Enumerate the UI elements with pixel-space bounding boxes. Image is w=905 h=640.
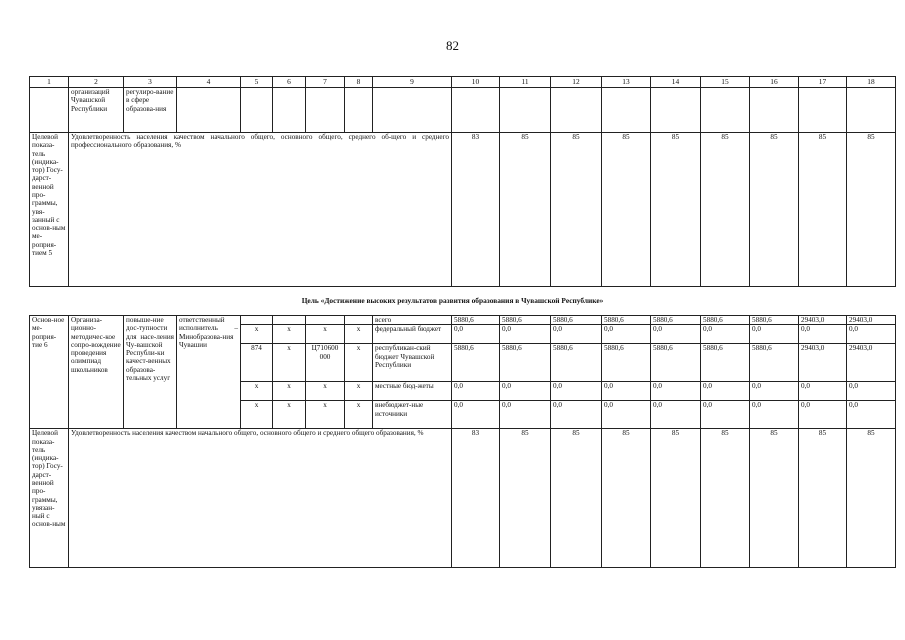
code-cell: x [345, 401, 373, 429]
funding-value: 0,0 [750, 401, 799, 429]
col-number: 9 [373, 77, 452, 88]
funding-value: 0,0 [602, 382, 651, 401]
indicator-value: 83 [452, 133, 500, 287]
indicator-text: Удовлетворенность населения качеством начального общего, основного общего и среднего общего образования, % [69, 429, 452, 568]
indicator-value: 85 [847, 429, 896, 568]
funding-value: 0,0 [651, 382, 701, 401]
col-number: 17 [799, 77, 847, 88]
funding-value: 0,0 [701, 325, 750, 344]
indicator-label: Целевой показа-тель (индика-тор) Госу-дарст-венной про-граммы, увя-занный с основ-ным ме-роприя-тием 5 [30, 133, 69, 287]
funding-value: 5880,6 [701, 344, 750, 382]
funding-value: 0,0 [602, 325, 651, 344]
funding-value: 5880,6 [500, 316, 551, 325]
indicator-value: 85 [651, 429, 701, 568]
funding-value: 5880,6 [500, 344, 551, 382]
funding-value: 0,0 [701, 382, 750, 401]
event-name: Основ-ное ме-роприя-тие 6 [30, 316, 69, 429]
code-cell: 874 [241, 344, 273, 382]
funding-value: 29403,0 [847, 344, 896, 382]
indicator-value: 85 [701, 429, 750, 568]
funding-value: 0,0 [551, 325, 602, 344]
funding-value: 0,0 [799, 382, 847, 401]
col-number: 7 [306, 77, 345, 88]
funding-value: 5880,6 [452, 344, 500, 382]
code-cell [345, 316, 373, 325]
funding-value: 5880,6 [551, 344, 602, 382]
col-number: 10 [452, 77, 500, 88]
indicator-label: Целевой показа-тель (индика-тор) Госу-дарст-венной про-граммы, увязан-ный с основ-ным [30, 429, 69, 568]
code-cell [306, 316, 345, 325]
funding-value: 5880,6 [551, 316, 602, 325]
code-cell: x [345, 325, 373, 344]
col-number: 14 [651, 77, 701, 88]
code-cell: x [273, 382, 306, 401]
col-number: 2 [69, 77, 124, 88]
program-table-continuation [29, 76, 896, 287]
funding-value: 5880,6 [701, 316, 750, 325]
indicator-value: 85 [701, 133, 750, 287]
code-cell: x [306, 325, 345, 344]
funding-value: 0,0 [799, 325, 847, 344]
code-cell: x [273, 325, 306, 344]
indicator-value: 85 [500, 429, 551, 568]
funding-value: 29403,0 [847, 316, 896, 325]
event-table [29, 315, 896, 568]
funding-value: 0,0 [651, 401, 701, 429]
indicator-value: 85 [750, 429, 799, 568]
funding-value: 5880,6 [750, 316, 799, 325]
funding-value: 5880,6 [750, 344, 799, 382]
col-number: 8 [345, 77, 373, 88]
funding-value: 5880,6 [651, 344, 701, 382]
col-number: 1 [30, 77, 69, 88]
funding-value: 0,0 [452, 325, 500, 344]
code-cell [241, 316, 273, 325]
code-cell: x [241, 382, 273, 401]
column-number-row [30, 77, 896, 88]
code-cell: x [306, 401, 345, 429]
event-result: повыше-ние дос-тупности для насе-ления Чу-вашской Республи-ки качест-венных образова-тельных услуг [124, 316, 177, 429]
code-cell: x [345, 382, 373, 401]
result-cell: регулиро-вание в сфере образова-ния [124, 88, 177, 133]
funding-value: 0,0 [701, 401, 750, 429]
col-number: 18 [847, 77, 896, 88]
code-cell: x [241, 325, 273, 344]
funding-value: 0,0 [602, 401, 651, 429]
indicator-value: 85 [602, 429, 651, 568]
indicator-value: 85 [551, 429, 602, 568]
funding-source: всего [373, 316, 452, 325]
code-cell: x [241, 401, 273, 429]
funding-source: местные бюд-жеты [373, 382, 452, 401]
funding-value: 0,0 [551, 382, 602, 401]
indicator-row [30, 133, 896, 287]
page-number: 82 [446, 38, 459, 53]
funding-source: внебюджет-ные источники [373, 401, 452, 429]
indicator-value: 85 [750, 133, 799, 287]
code-cell: x [273, 344, 306, 382]
funding-value: 0,0 [799, 401, 847, 429]
code-cell: x [345, 344, 373, 382]
goal-heading: Цель «Достижение высоких результатов развития образования в Чувашской Республике» [301, 296, 604, 305]
funding-value: 0,0 [551, 401, 602, 429]
col-number: 6 [273, 77, 306, 88]
funding-value: 0,0 [500, 401, 551, 429]
funding-value: 5880,6 [452, 316, 500, 325]
event-executor: ответственный исполнитель – Минобразова-ния Чувашии [177, 316, 241, 429]
col-number: 3 [124, 77, 177, 88]
col-number: 15 [701, 77, 750, 88]
code-cell: Ц710600 000 [306, 344, 345, 382]
code-cell: x [306, 382, 345, 401]
indicator-row [30, 429, 896, 568]
funding-value: 0,0 [750, 325, 799, 344]
funding-value: 0,0 [452, 382, 500, 401]
funding-value: 0,0 [452, 401, 500, 429]
funding-source: федеральный бюджет [373, 325, 452, 344]
event-description: Организа-ционно-методичес-кое сопро-вождение проведения олимпиад школьников [69, 316, 124, 429]
funding-value: 0,0 [847, 382, 896, 401]
col-number: 12 [551, 77, 602, 88]
indicator-value: 85 [847, 133, 896, 287]
col-number: 5 [241, 77, 273, 88]
indicator-value: 85 [551, 133, 602, 287]
funding-value: 0,0 [847, 325, 896, 344]
code-cell: x [273, 401, 306, 429]
funding-value: 29403,0 [799, 344, 847, 382]
funding-value: 5880,6 [602, 344, 651, 382]
col-number: 13 [602, 77, 651, 88]
funding-value: 0,0 [750, 382, 799, 401]
code-cell [273, 316, 306, 325]
executor-cell: организаций Чувашской Республики [69, 88, 124, 133]
col-number: 16 [750, 77, 799, 88]
indicator-value: 85 [799, 133, 847, 287]
indicator-text: Удовлетворенность населения качеством начального общего, основного общего, среднего об-щего и среднего профессионального образования, % [69, 133, 452, 287]
indicator-value: 85 [651, 133, 701, 287]
continuation-row [30, 88, 896, 133]
indicator-value: 85 [500, 133, 551, 287]
funding-value: 0,0 [500, 325, 551, 344]
funding-value: 0,0 [500, 382, 551, 401]
indicator-value: 85 [799, 429, 847, 568]
funding-value: 5880,6 [602, 316, 651, 325]
funding-source: республикан-ский бюджет Чувашской Республики [373, 344, 452, 382]
indicator-value: 83 [452, 429, 500, 568]
funding-value: 29403,0 [799, 316, 847, 325]
funding-row-total [30, 316, 896, 325]
col-number: 11 [500, 77, 551, 88]
indicator-value: 85 [602, 133, 651, 287]
col-number: 4 [177, 77, 241, 88]
funding-value: 0,0 [651, 325, 701, 344]
funding-value: 0,0 [847, 401, 896, 429]
funding-value: 5880,6 [651, 316, 701, 325]
